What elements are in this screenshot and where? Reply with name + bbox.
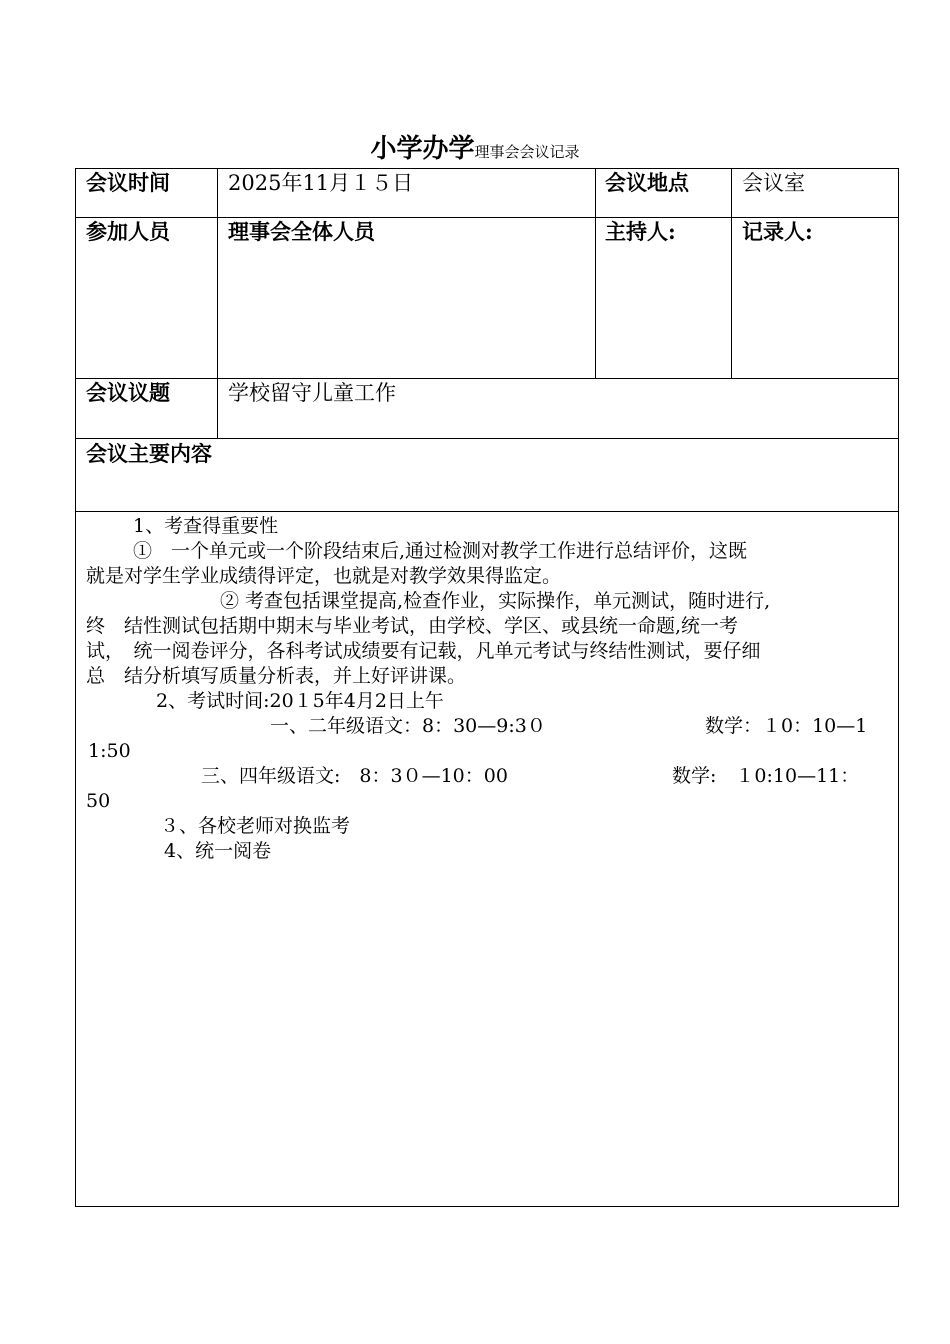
content-line-3: 就是对学生学业成绩得评定，也就是对教学效果得监定。 <box>86 565 562 587</box>
table-border-row4 <box>75 511 899 512</box>
attendees-value: 理事会全体人员 <box>228 219 375 244</box>
content-line-1: 1、考查得重要性 <box>133 515 279 537</box>
content-line-13: ３、各校老师对换监考 <box>160 815 351 837</box>
content-line-2: ① 一个单元或一个阶段结束后,通过检测对教学工作进行总结评价，这既 <box>133 540 748 562</box>
content-line-9b: 数学：１0：10—1 <box>705 715 868 737</box>
content-line-10: 1:50 <box>88 740 131 762</box>
table-divider-col2 <box>595 168 596 379</box>
content-line-8: 2、考试时间:20１5年4月2日上午 <box>156 690 444 712</box>
document-title <box>0 128 950 165</box>
content-line-11a: 三、四年级语文: 8：3０—10：00 <box>201 765 508 787</box>
table-border-top <box>75 168 899 169</box>
content-line-12: 50 <box>86 790 111 812</box>
topic-label: 会议议题 <box>86 380 170 405</box>
content-line-9a: 一、二年级语文：8：30—9:3０ <box>270 715 546 737</box>
content-line-6: 试， 统一阅卷评分，各科考试成绩要有记载，凡单元考试与终结性测试，要仔细 <box>86 640 761 662</box>
table-divider-col3 <box>731 168 732 379</box>
table-border-row3 <box>75 438 899 439</box>
table-border-left <box>75 168 76 1207</box>
table-border-row2 <box>75 378 899 379</box>
table-border-right <box>898 168 899 1207</box>
content-line-14: 4、统一阅卷 <box>164 840 272 862</box>
meeting-place-label: 会议地点 <box>605 170 689 195</box>
title-sub: 理事会会议记录 <box>474 143 580 161</box>
content-line-7: 总 结分析填写质量分析表，并上好评讲课。 <box>86 665 467 687</box>
topic-value: 学校留守儿童工作 <box>228 381 396 405</box>
content-line-4: ② 考查包括课堂提高,检查作业，实际操作，单元测试，随时进行, <box>220 590 771 612</box>
meeting-time-value: 2025年11月１５日 <box>228 171 414 195</box>
attendees-label: 参加人员 <box>86 219 170 244</box>
host-label: 主持人: <box>605 219 676 244</box>
meeting-place-value: 会议室 <box>742 171 805 195</box>
recorder-label: 记录人: <box>742 219 813 244</box>
content-label: 会议主要内容 <box>86 441 212 466</box>
content-line-11b: 数学: １0:10—11： <box>672 765 860 787</box>
content-line-5: 终 结性测试包括期中期末与毕业考试，由学校、学区、或县统一命题,统一考 <box>86 615 739 637</box>
title-main: 小学办学 <box>370 134 475 164</box>
table-border-row1 <box>75 217 899 218</box>
table-border-bottom <box>75 1206 899 1207</box>
meeting-time-label: 会议时间 <box>86 170 170 195</box>
table-divider-col1 <box>217 168 218 439</box>
